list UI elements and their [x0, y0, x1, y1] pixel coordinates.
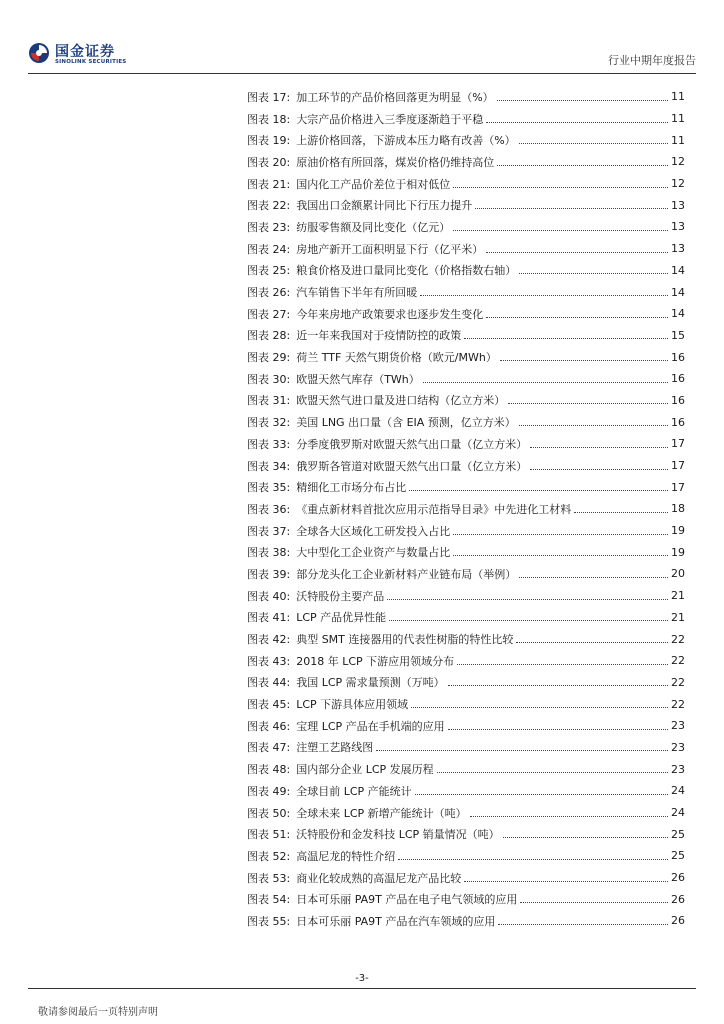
toc-entry-page: 13: [671, 220, 685, 234]
toc-entry-title: 大宗产品价格进入三季度逐渐趋于平稳: [296, 112, 484, 126]
toc-leader-dots: [574, 511, 668, 513]
toc-leader-dots: [376, 749, 668, 751]
toc-entry-page: 12: [671, 177, 685, 191]
toc-entry-label: 图表 26:: [247, 286, 291, 300]
toc-entry-page: 17: [671, 459, 685, 473]
page-number: -3-: [355, 973, 369, 984]
toc-entry-title: 国内部分企业 LCP 发展历程: [296, 763, 434, 777]
toc-entry-title: 上游价格回落，下游成本压力略有改善（%）: [296, 134, 516, 148]
toc-entry[interactable]: [247, 607, 685, 629]
toc-entry-page: 21: [671, 610, 685, 624]
toc-entry-page: 23: [671, 719, 685, 733]
toc-entry-page: 26: [671, 871, 685, 885]
toc-leader-dots: [411, 706, 668, 708]
toc-entry-page: 13: [671, 198, 685, 212]
toc-entry[interactable]: [247, 325, 685, 347]
toc-entry-label: 图表 44:: [247, 676, 291, 690]
toc-leader-dots: [453, 533, 668, 535]
toc-entry-page: 14: [671, 285, 685, 299]
toc-entry-label: 图表 46:: [247, 719, 291, 733]
toc-entry-label: 图表 22:: [247, 199, 291, 213]
toc-entry[interactable]: [247, 173, 685, 195]
toc-entry[interactable]: [247, 888, 685, 910]
toc-entry-title: 分季度俄罗斯对欧盟天然气出口量（亿立方米）: [296, 437, 528, 451]
toc-leader-dots: [409, 489, 668, 491]
toc-entry[interactable]: [247, 238, 685, 260]
toc-entry[interactable]: [247, 823, 685, 845]
toc-entry[interactable]: [247, 672, 685, 694]
toc-entry-title: 欧盟天然气进口量及进口结构（亿立方米）: [296, 394, 506, 408]
toc-entry-page: 23: [671, 740, 685, 754]
toc-entry-page: 15: [671, 328, 685, 342]
toc-entry-title: 加工环节的产品价格回落更为明显（%）: [296, 90, 494, 104]
toc-entry[interactable]: [247, 563, 685, 585]
toc-entry-label: 图表 41:: [247, 611, 291, 625]
toc-entry-title: 沃特股份主要产品: [296, 589, 385, 603]
toc-entry-label: 图表 25:: [247, 264, 291, 278]
toc-leader-dots: [498, 923, 668, 925]
toc-entry[interactable]: [247, 715, 685, 737]
toc-leader-dots: [530, 468, 668, 470]
report-type: 行业中期年度报告: [608, 54, 696, 67]
toc-leader-dots: [457, 663, 668, 665]
toc-entry-page: 22: [671, 632, 685, 646]
toc-leader-dots: [486, 121, 668, 123]
toc-entry-label: 图表 36:: [247, 502, 291, 516]
toc-entry-page: 11: [671, 112, 685, 126]
toc-entry-page: 18: [671, 502, 685, 516]
toc-entry-title: 我国出口金额累计同比下行压力提升: [296, 199, 473, 213]
toc-entry[interactable]: [247, 628, 685, 650]
toc-entry-title: 欧盟天然气库存（TWh）: [296, 372, 420, 386]
company-logo: [28, 40, 138, 70]
toc-leader-dots: [508, 402, 668, 404]
toc-entry[interactable]: [247, 910, 685, 932]
toc-entry-label: 图表 29:: [247, 351, 291, 365]
toc-entry-title: 全球未来 LCP 新增产能统计（吨）: [296, 806, 467, 820]
toc-entry-title: 商业化较成熟的高温尼龙产品比较: [296, 871, 462, 885]
toc-leader-dots: [423, 381, 668, 383]
brand-name-cn: 国金证券: [55, 44, 115, 60]
toc-entry-label: 图表 35:: [247, 481, 291, 495]
toc-leader-dots: [420, 294, 668, 296]
toc-entry-page: 16: [671, 393, 685, 407]
toc-leader-dots: [464, 880, 668, 882]
toc-entry-title: LCP 下游具体应用领域: [296, 698, 409, 712]
toc-entry-label: 图表 33:: [247, 437, 291, 451]
toc-entry-page: 24: [671, 806, 685, 820]
sinolink-logo-icon: [28, 42, 50, 64]
toc-leader-dots: [519, 424, 668, 426]
toc-entry-label: 图表 49:: [247, 784, 291, 798]
toc-entry-page: 11: [671, 133, 685, 147]
toc-leader-dots: [486, 316, 668, 318]
toc-entry-label: 图表 20:: [247, 155, 291, 169]
brand-name-en: SINOLINK SECURITIES: [55, 59, 127, 65]
toc-entry-title: 荷兰 TTF 天然气期货价格（欧元/MWh）: [296, 351, 497, 365]
toc-entry-label: 图表 51:: [247, 828, 291, 842]
toc-entry-page: 19: [671, 524, 685, 538]
toc-entry-page: 19: [671, 545, 685, 559]
toc-entry[interactable]: [247, 476, 685, 498]
toc-entry-label: 图表 23:: [247, 220, 291, 234]
toc-entry[interactable]: [247, 780, 685, 802]
toc-entry[interactable]: [247, 346, 685, 368]
toc-entry-title: 纺服零售额及同比变化（亿元）: [296, 220, 451, 234]
toc-entry-page: 16: [671, 372, 685, 386]
toc-entry[interactable]: [247, 260, 685, 282]
toc-entry-title: 高温尼龙的特性介绍: [296, 849, 396, 863]
toc-entry-label: 图表 34:: [247, 459, 291, 473]
toc-entry-title: 俄罗斯各管道对欧盟天然气出口量（亿立方米）: [296, 459, 528, 473]
toc-entry-label: 图表 37:: [247, 524, 291, 538]
toc-entry[interactable]: [247, 433, 685, 455]
toc-entry-title: 精细化工市场分布占比: [296, 481, 407, 495]
toc-entry-label: 图表 54:: [247, 893, 291, 907]
toc-entry-label: 图表 42:: [247, 633, 291, 647]
page-header: [0, 0, 724, 80]
toc-entry-title: 日本可乐丽 PA9T 产品在电子电气领域的应用: [296, 893, 518, 907]
toc-entry-page: 25: [671, 849, 685, 863]
toc-entry[interactable]: [247, 411, 685, 433]
toc-entry-page: 17: [671, 437, 685, 451]
toc-entry-page: 26: [671, 914, 685, 928]
toc-entry-label: 图表 38:: [247, 546, 291, 560]
toc-entry-title: 部分龙头化工企业新材料产业链布局（举例）: [296, 567, 517, 581]
toc-entry-page: 17: [671, 480, 685, 494]
toc-leader-dots: [387, 598, 668, 600]
toc-entry-label: 图表 24:: [247, 242, 291, 256]
toc-leader-dots: [497, 99, 668, 101]
toc-entry-label: 图表 31:: [247, 394, 291, 408]
toc-entry-label: 图表 30:: [247, 372, 291, 386]
toc-entry-title: 近一年来我国对于疫情防控的政策: [296, 329, 462, 343]
toc-entry-page: 14: [671, 307, 685, 321]
toc-entry[interactable]: [247, 86, 685, 108]
toc-leader-dots: [516, 641, 668, 643]
toc-leader-dots: [453, 554, 668, 556]
toc-entry-page: 16: [671, 415, 685, 429]
toc-entry-page: 13: [671, 242, 685, 256]
toc-entry[interactable]: [247, 151, 685, 173]
toc-entry[interactable]: [247, 737, 685, 759]
toc-leader-dots: [389, 619, 668, 621]
toc-entry[interactable]: [247, 455, 685, 477]
toc-entry-label: 图表 18:: [247, 112, 291, 126]
toc-entry[interactable]: [247, 368, 685, 390]
toc-entry-title: 粮食价格及进口量同比变化（价格指数右轴）: [296, 264, 517, 278]
toc-entry-page: 12: [671, 155, 685, 169]
toc-entry-label: 图表 50:: [247, 806, 291, 820]
toc-entry-title: 美国 LNG 出口量（含 EIA 预测，亿立方米）: [296, 416, 516, 430]
toc-entry-title: 原油价格有所回落，煤炭价格仍维持高位: [296, 155, 495, 169]
toc-leader-dots: [437, 771, 668, 773]
toc-entry-page: 22: [671, 654, 685, 668]
toc-entry[interactable]: [247, 520, 685, 542]
toc-entry[interactable]: [247, 303, 685, 325]
toc-leader-dots: [470, 815, 668, 817]
toc-entry-label: 图表 32:: [247, 416, 291, 430]
toc-leader-dots: [448, 684, 668, 686]
toc-entry[interactable]: [247, 585, 685, 607]
toc-leader-dots: [453, 229, 668, 231]
toc-entry-label: 图表 43:: [247, 654, 291, 668]
toc-entry-label: 图表 45:: [247, 698, 291, 712]
toc-entry-title: 日本可乐丽 PA9T 产品在汽车领域的应用: [296, 914, 496, 928]
toc-leader-dots: [519, 272, 668, 274]
toc-entry-title: 房地产新开工面积明显下行（亿平米）: [296, 242, 484, 256]
toc-entry-label: 图表 17:: [247, 90, 291, 104]
toc-entry-page: 23: [671, 762, 685, 776]
toc-entry-label: 图表 48:: [247, 763, 291, 777]
toc-entry-page: 20: [671, 567, 685, 581]
toc-entry-label: 图表 47:: [247, 741, 291, 755]
toc-entry-label: 图表 40:: [247, 589, 291, 603]
toc-entry-page: 14: [671, 263, 685, 277]
toc-entry-label: 图表 39:: [247, 567, 291, 581]
toc-entry-title: 大中型化工企业资产与数量占比: [296, 546, 451, 560]
toc-entry[interactable]: [247, 281, 685, 303]
toc-entry[interactable]: [247, 129, 685, 151]
toc-entry-page: 22: [671, 697, 685, 711]
toc-leader-dots: [497, 164, 668, 166]
toc-entry-title: 典型 SMT 连接器用的代表性树脂的特性比较: [296, 633, 514, 647]
toc-entry-title: 全球各大区域化工研发投入占比: [296, 524, 451, 538]
toc-entry-title: 国内化工产品价差位于相对低位: [296, 177, 451, 191]
toc-entry[interactable]: [247, 498, 685, 520]
toc-leader-dots: [475, 207, 668, 209]
toc-entry-label: 图表 27:: [247, 307, 291, 321]
toc-entry[interactable]: [247, 693, 685, 715]
header-divider: [28, 73, 696, 74]
toc-entry[interactable]: [247, 802, 685, 824]
toc-entry-page: 21: [671, 589, 685, 603]
figure-list: [247, 86, 685, 932]
toc-entry-title: LCP 产品优异性能: [296, 611, 387, 625]
toc-entry-title: 我国 LCP 需求量预测（万吨）: [296, 676, 445, 690]
toc-entry-title: 2018 年 LCP 下游应用领域分布: [296, 654, 455, 668]
toc-leader-dots: [500, 359, 668, 361]
toc-leader-dots: [530, 446, 668, 448]
toc-entry-title: 宝理 LCP 产品在手机端的应用: [296, 719, 445, 733]
toc-leader-dots: [520, 901, 668, 903]
toc-entry-label: 图表 28:: [247, 329, 291, 343]
toc-entry-label: 图表 55:: [247, 914, 291, 928]
toc-leader-dots: [503, 836, 668, 838]
toc-entry-page: 22: [671, 675, 685, 689]
disclaimer: 敬请参阅最后一页特别声明: [38, 1007, 158, 1018]
toc-entry-title: 沃特股份和金发科技 LCP 销量情况（吨）: [296, 828, 500, 842]
toc-leader-dots: [486, 251, 668, 253]
toc-entry-page: 11: [671, 90, 685, 104]
toc-entry-page: 26: [671, 892, 685, 906]
toc-leader-dots: [415, 793, 668, 795]
footer-divider: [28, 988, 696, 989]
toc-leader-dots: [519, 142, 668, 144]
toc-entry[interactable]: [247, 108, 685, 130]
toc-entry[interactable]: [247, 194, 685, 216]
toc-leader-dots: [453, 186, 668, 188]
toc-entry-page: 16: [671, 350, 685, 364]
toc-leader-dots: [519, 576, 668, 578]
toc-entry-page: 24: [671, 784, 685, 798]
toc-entry-title: 今年来房地产政策要求也逐步发生变化: [296, 307, 484, 321]
toc-entry[interactable]: [247, 390, 685, 412]
toc-entry[interactable]: [247, 867, 685, 889]
toc-entry-label: 图表 19:: [247, 134, 291, 148]
toc-entry-title: 注塑工艺路线图: [296, 741, 374, 755]
toc-entry[interactable]: [247, 845, 685, 867]
toc-entry-label: 图表 21:: [247, 177, 291, 191]
toc-entry[interactable]: [247, 650, 685, 672]
toc-entry-title: 《重点新材料首批次应用示范指导目录》中先进化工材料: [296, 502, 572, 516]
toc-entry[interactable]: [247, 216, 685, 238]
toc-entry-title: 汽车销售下半年有所回暖: [296, 286, 418, 300]
toc-leader-dots: [398, 858, 668, 860]
toc-entry-page: 25: [671, 827, 685, 841]
toc-entry[interactable]: [247, 758, 685, 780]
toc-leader-dots: [448, 728, 668, 730]
toc-leader-dots: [464, 337, 668, 339]
toc-entry[interactable]: [247, 541, 685, 563]
toc-entry-label: 图表 53:: [247, 871, 291, 885]
toc-entry-label: 图表 52:: [247, 849, 291, 863]
toc-entry-title: 全球目前 LCP 产能统计: [296, 784, 412, 798]
